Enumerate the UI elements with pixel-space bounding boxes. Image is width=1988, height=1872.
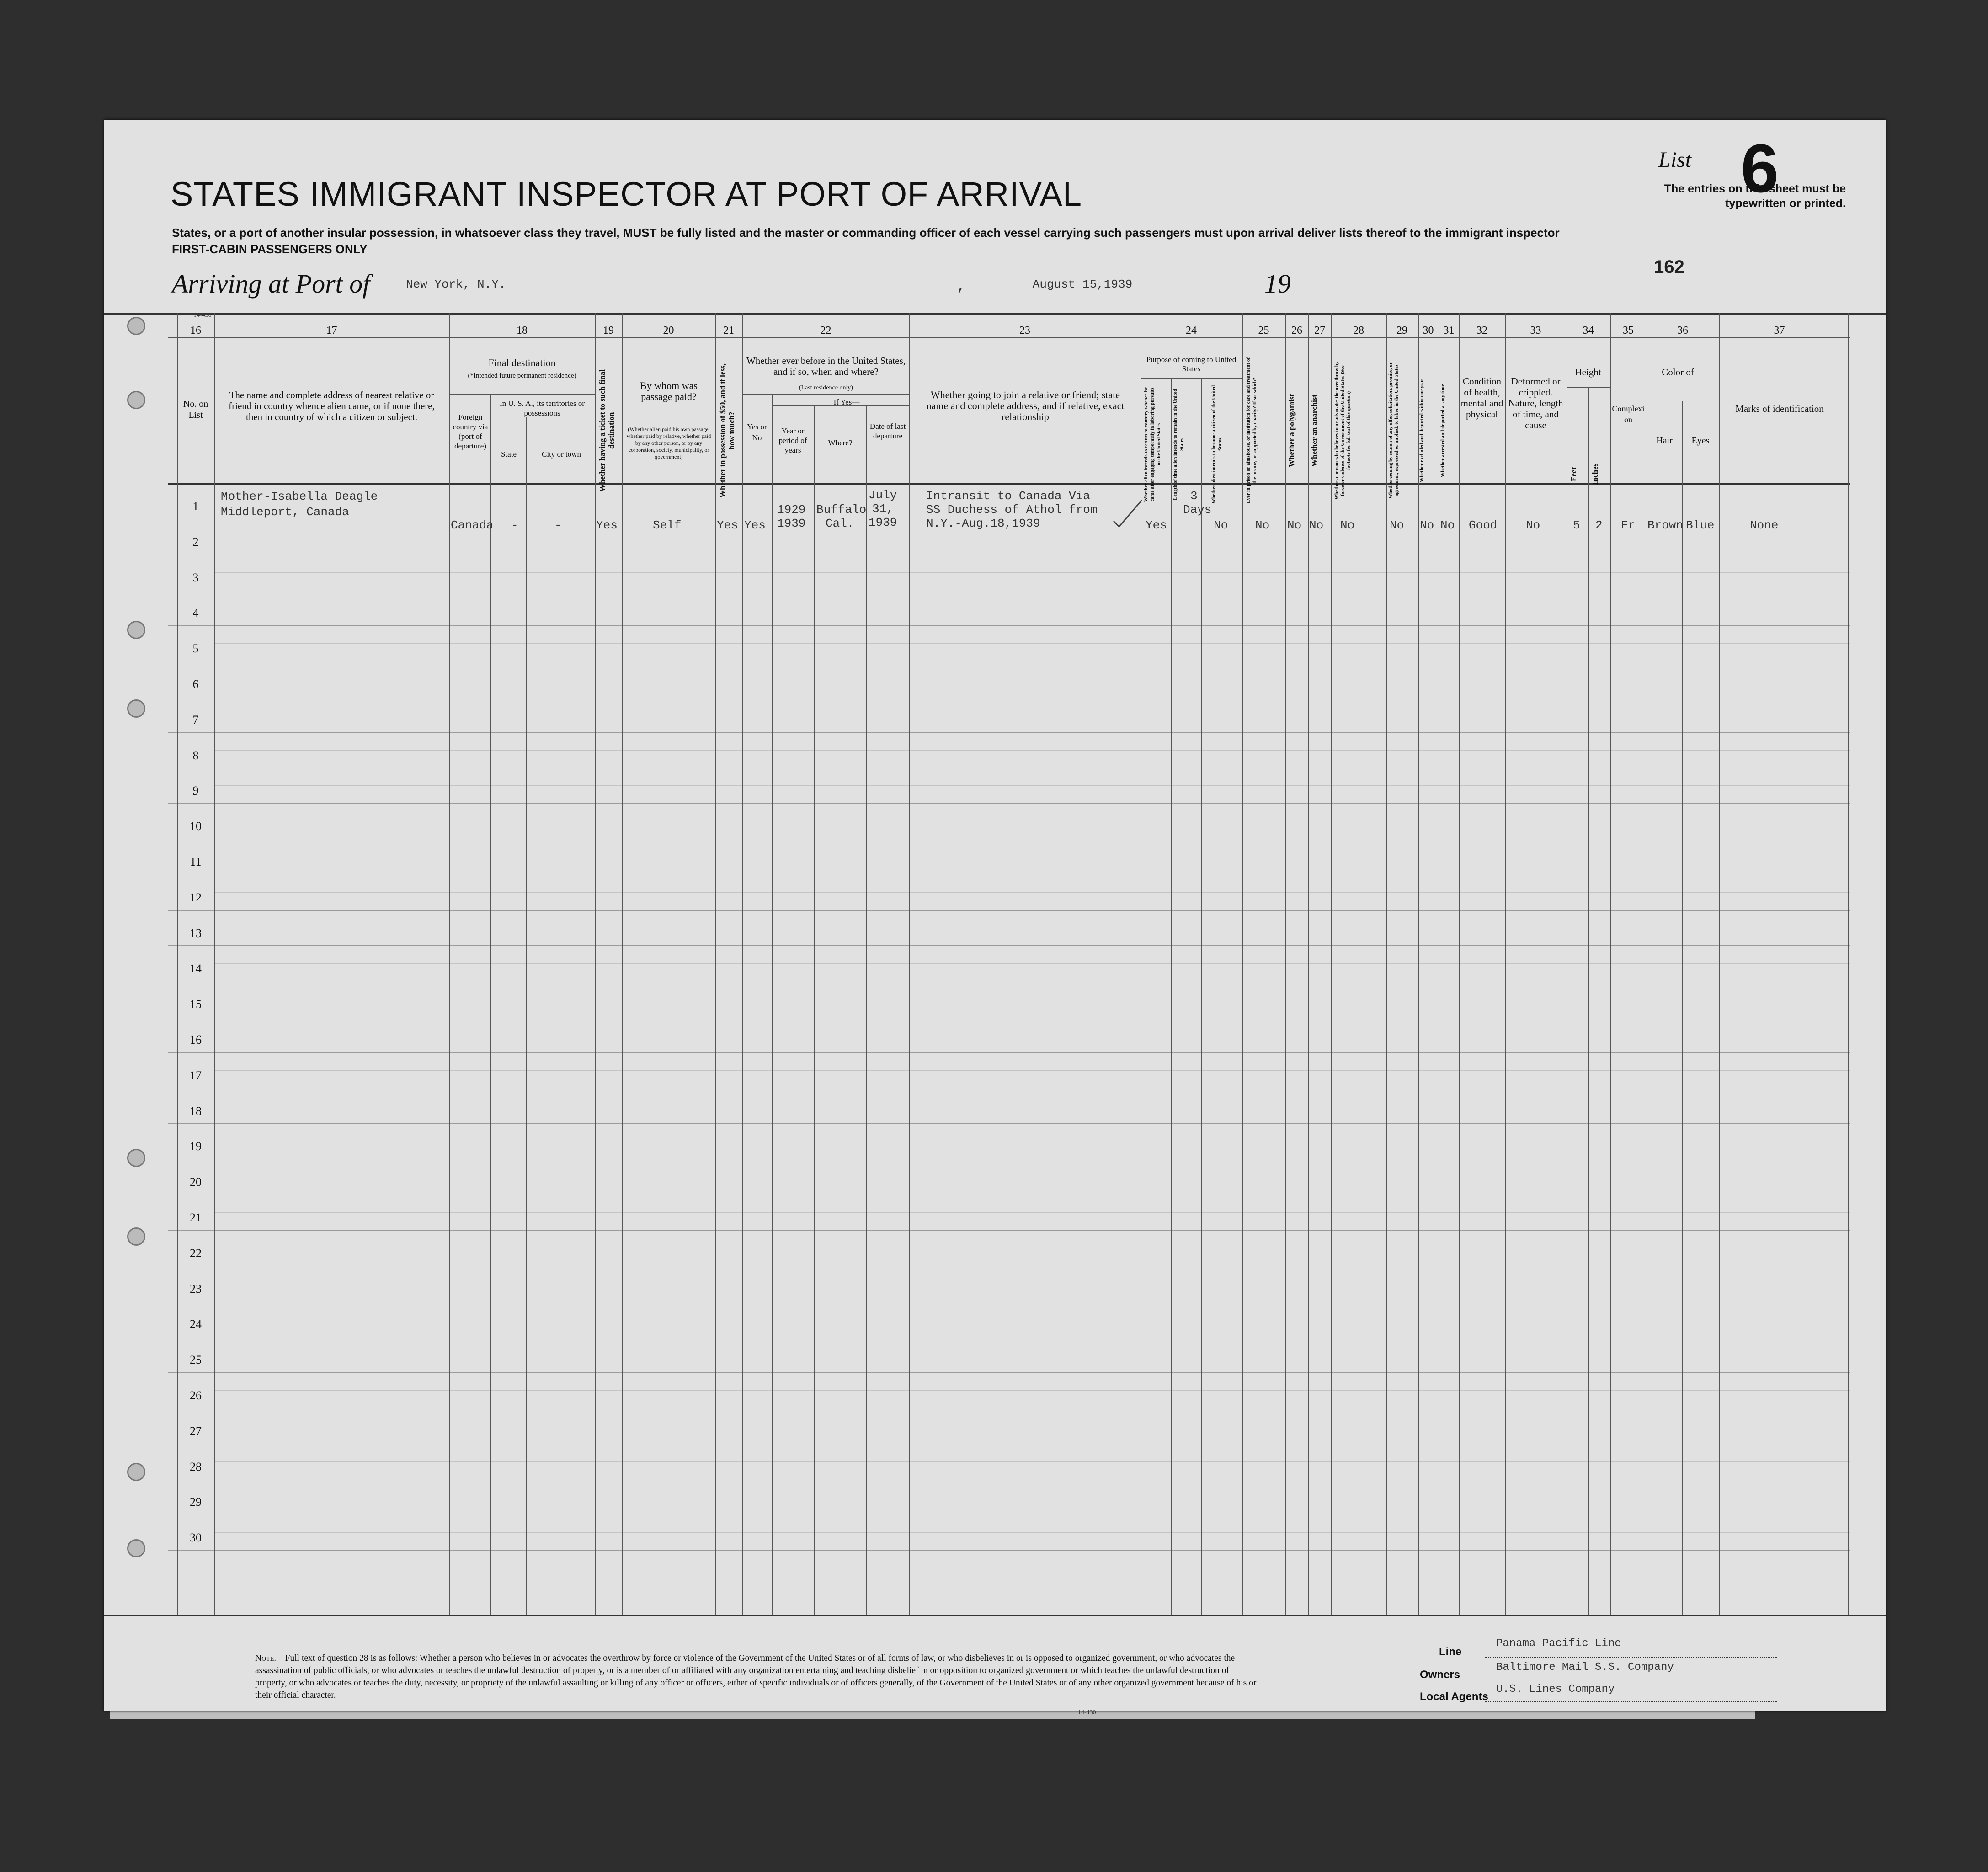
grid-rule: [814, 405, 815, 1615]
line-label: Line: [1439, 1646, 1462, 1658]
col-number-17: 17: [326, 325, 337, 336]
eyes-value: Blue: [1686, 518, 1715, 532]
row-number: 3: [192, 571, 199, 584]
row-number: 26: [190, 1389, 202, 1402]
header-foreign-country: Foreign country via (port of departure): [453, 413, 488, 450]
return-value: Yes: [1146, 518, 1167, 532]
row-number: 29: [190, 1495, 202, 1509]
row-number: 16: [190, 1033, 202, 1046]
anarchist-value: No: [1309, 518, 1324, 532]
header-money: Whether in possession of $50, and if less, how much?: [718, 363, 736, 498]
header-no-on-list: No. on List: [183, 399, 208, 420]
grid-rule: [214, 1212, 1850, 1213]
grid-rule: [104, 1615, 1886, 1616]
row-number: 22: [190, 1247, 202, 1260]
grid-rule: [772, 394, 773, 1615]
paid-by-value: Self: [653, 518, 682, 532]
grid-rule: [168, 803, 1850, 804]
row-number: 12: [190, 891, 202, 904]
length-line1: 3: [1190, 489, 1198, 503]
grid-rule: [104, 313, 1886, 315]
col-number-19: 19: [603, 325, 614, 336]
marks-value: None: [1750, 518, 1779, 532]
col-number-26: 26: [1291, 325, 1302, 336]
owners-value: Baltimore Mail S.S. Company: [1496, 1661, 1674, 1674]
health-value: Good: [1469, 518, 1498, 532]
col-number-28: 28: [1353, 325, 1364, 336]
grid-rule: [866, 405, 867, 1615]
grid-rule: [168, 1230, 1850, 1231]
footnote-label: Note.: [255, 1653, 277, 1663]
port-value: New York, N.Y.: [406, 277, 506, 291]
row-number: 8: [192, 749, 199, 762]
years-line1: 1929: [777, 503, 806, 517]
grid-rule: [214, 572, 1850, 573]
grid-rule: [1418, 313, 1419, 1615]
row-number: 10: [190, 820, 202, 833]
header-anarchist: Whether an anarchist: [1310, 394, 1319, 467]
grid-rule: [168, 910, 1850, 911]
header-arrested: Whether arrested and deported at any time: [1440, 384, 1445, 477]
polygamist-value: No: [1287, 518, 1302, 532]
grid-rule: [1719, 313, 1720, 1615]
col-number-29: 29: [1396, 325, 1407, 336]
grid-rule: [1386, 313, 1387, 1615]
row-number: 30: [190, 1531, 202, 1544]
binder-hole: [127, 1463, 145, 1481]
row-number: 4: [192, 606, 199, 619]
city-value: -: [554, 518, 562, 532]
footnote: [255, 1652, 1261, 1701]
footnote-text: —Full text of question 28 is as follows: Whether a person who believes in or advocates the overthrow by force or violence of the Government of the United States or of all forms of law, or who disbelieves in or is opposed to organized government, or who advocates the assassination of public officials, or who advocates or teaches the unlawful destruction of property, or is a member of or affiliated with any organization entertaining and teaching disbelief in or opposition to organized government or which teaches the unlawful destruction of property, or who advocates or teaches the duty, necessity, or propriety of the unlawful assaulting or killing of any officer or officers, either of specific individuals or of officers generally, of the Government of the United States or of any other organized government because of his or their official character.: [255, 1653, 1257, 1700]
header-overthrow: Whether a person who believes in or advocates the overthrow by force or violence of the Government of the United States (See footnote for full text of this question): [1334, 361, 1351, 500]
binder-hole: [127, 1539, 145, 1557]
header-inches: Inches: [1591, 463, 1599, 485]
date-value: August 15,1939: [1032, 277, 1133, 291]
grid-rule: [214, 1532, 1850, 1533]
grid-rule: [214, 1070, 1850, 1071]
binder-hole: [127, 621, 145, 639]
grid-rule: [214, 892, 1850, 893]
hair-value: Brown: [1647, 518, 1684, 532]
grid-rule: [168, 1550, 1850, 1551]
grid-rule: [1848, 313, 1849, 1615]
row-number: 5: [192, 642, 199, 655]
row-number: 1: [192, 500, 199, 513]
agents-value: U.S. Lines Company: [1496, 1683, 1615, 1696]
col-number-24: 24: [1186, 325, 1197, 336]
form-number-bottom: 14-430: [1078, 1709, 1096, 1716]
header-complexion: Complexion: [1612, 404, 1645, 424]
grid-rule: [909, 313, 910, 1615]
row-number: 20: [190, 1175, 202, 1189]
grid-rule: [214, 313, 215, 1615]
header-purpose: Purpose of coming to United States: [1146, 355, 1237, 373]
agents-label: Local Agents: [1420, 1691, 1488, 1703]
col-number-16: 16: [190, 325, 201, 336]
header-hair: Hair: [1656, 436, 1673, 446]
row-number: 7: [192, 713, 199, 726]
col-number-30: 30: [1423, 325, 1434, 336]
departure-line2: 31,: [872, 502, 894, 516]
grid-rule: [168, 732, 1850, 733]
manifest-grid: [104, 120, 1886, 1711]
where-line2: Cal.: [826, 517, 854, 530]
grid-rule: [1567, 387, 1610, 388]
citizen-value: No: [1214, 518, 1228, 532]
grid-rule: [168, 945, 1850, 946]
grid-rule: [1201, 378, 1202, 1615]
col-number-25: 25: [1258, 325, 1269, 336]
grid-rule: [1588, 387, 1589, 1615]
header-excluded: Whether excluded and deported within one year: [1419, 379, 1424, 483]
offer-value: No: [1390, 518, 1404, 532]
grid-rule: [214, 1461, 1850, 1462]
grid-rule: [742, 394, 909, 395]
col-number-34: 34: [1583, 325, 1594, 336]
row-number: 2: [192, 535, 199, 549]
length-line2: Days: [1183, 503, 1212, 517]
list-note: The entries on this sheet must be typewritten or printed.: [1664, 182, 1846, 210]
manifest-sheet: List 6 The entries on this sheet must be typewritten or printed. STATES IMMIGRANT INSPECTOR AT PORT OF ARRIVAL States, or a port of another insular possession, in whatsoever class they travel, MUST be fully listed and the master or commanding officer of each vessel carrying such passengers must upon arrival deliver lists thereof to the immigrant inspector FIRST-CABIN PASSENGERS ONLY Arriving at Port of New York, N.Y. , August 15,1939 19 162 14-430 16 17 18 19 20 21 22 23 24 25 26 27 28 29 30 31 32 33 34 35 36 37 No. on List The name and complete address of nearest relative or friend in country whence alien came, or if none there, then in country of which a citizen or subject. Final destination (*Intended future permanent residence) Foreign country via (port of departure) In U. S. A., its territories or possessions State City or town Whether having a ticket to such final destination By whom was passage paid? (Whether alien paid his own passage, whether paid by relative, whether paid by any other person, or by any corporation, society, municipality, or government) Whether in possession of $50, and if less, how much? Whether ever before in the United States, and if so, when and where? (Last residence only) If Yes— Yes or No Year or period of years Where? Date of last departure Whether going to join a relative or friend; state name and complete address, and if relative, exact relationship Purpose of coming to United States Whether alien intends to return to country whence he came after engaging temporarily in laboring pursuits in the United States Length of time alien intends to remain in the United States Whether alien intends to become a citizen of the United States Ever in prison or almshouse, or institution for care and treatment of the insane, or supported by charity? If so, which? Whether a polygamist Whether an anarchist Whether a person who believes in or advocates the overthrow by force or violence of the Government of the United States (See footnote for full text of this question) Whether coming by reason of any offer, solicitation, promise, or agreement, expressed or implied, to labor in the United States Whether excluded and deported within one year Whether arrested and deported at any time Condition of health, mental and physical Deformed or crippled. Nature, length of time, and cause Height Feet Inches Complexion Color of— Hair Eyes Marks of identification 1 2 3 4 5 6 7 8 9 10 11 12 13 14 15 16 17 18 19 20 21 22 23 24 25 26 27 28 29 30 Mother-Isabella Deagle Middleport, Canada Canada - - Yes Self Yes Yes 1929 1939 Buffalo Cal. July 31, 1939 Intransit to Canada Via SS Duchess of Athol from N.Y.-Aug.18,1939 Yes 3 Days No No No No No No No No Good No 5 2 Fr Brown Blue None Note.—Full text of question 28 is as follows: Whether a person who believes in or advocates the overthrow by force or violence of the Government of the United States or of all forms of law, or who disbelieves in or is opposed to organized government, or who advocates the assassination of public officials, or who advocates or teaches the unlawful destruction of property, or is a member of or affiliated with any organization entertaining and teaching disbelief in or opposition to organized government or which teaches the unlawful destruction of property, or who advocates or teaches the duty, necessity, or propriety of the unlawful assaulting or killing of any officer or officers, either of specific individuals or of officers generally, of the Government of the United States or of any other organized government because of his or their official character. 14-430 Line Panama Pacific Line Owners Baltimore Mail S.S. Company Local Agents U.S. Lines Company: [104, 120, 1886, 1711]
row-number: 27: [190, 1424, 202, 1438]
col-number-23: 23: [1019, 325, 1030, 336]
grid-rule: [168, 625, 1850, 626]
row-number: 24: [190, 1317, 202, 1331]
grid-rule: [449, 394, 595, 395]
header-final-destination: Final destination: [488, 357, 556, 368]
grid-rule: [168, 1123, 1850, 1124]
header-deformed: Deformed or crippled. Nature, length of time, and cause: [1508, 376, 1563, 431]
row-number: 13: [190, 927, 202, 940]
col-number-33: 33: [1530, 325, 1541, 336]
header-city: City or town: [542, 450, 581, 459]
header-before-sub: (Last residence only): [799, 384, 853, 391]
grid-rule: [214, 1390, 1850, 1391]
header-paid-by-sub: (Whether alien paid his own passage, whether paid by relative, whether paid by any other person, or by any corporation, society, municipality, or government): [626, 426, 711, 460]
col-number-36: 36: [1677, 325, 1688, 336]
header-year: Year or period of years: [778, 427, 807, 454]
header-relative: The name and complete address of nearest relative or friend in country whence alien came, or if none there, then in country of which a citizen or subject.: [229, 389, 435, 422]
row-number: 25: [190, 1353, 202, 1366]
form-number-top: 14-430: [193, 312, 212, 319]
header-prison: Ever in prison or almshouse, or institution for care and treatment of the insane, or supported by charity? If so, which?: [1246, 357, 1258, 504]
deformed-value: No: [1526, 518, 1540, 532]
feet-value: 5: [1573, 518, 1580, 532]
grid-rule: [1610, 313, 1611, 1615]
grid-rule: [742, 313, 743, 1615]
excluded-value: No: [1420, 518, 1434, 532]
header-state: State: [501, 450, 517, 459]
arrested-value: No: [1440, 518, 1455, 532]
col-number-22: 22: [820, 325, 831, 336]
grid-rule: [168, 337, 1850, 338]
grid-rule: [1242, 313, 1243, 1615]
col-number-21: 21: [723, 325, 734, 336]
line-value: Panama Pacific Line: [1496, 1637, 1621, 1650]
where-line1: Buffalo: [816, 503, 867, 517]
before-value: Yes: [744, 518, 766, 532]
arriving-label: Arriving at Port of: [172, 269, 370, 299]
binder-hole: [127, 317, 145, 335]
header-offer: Whether coming by reason of any offer, solicitation, promise, or agreement, expressed or implied, to labor in the United States: [1388, 362, 1399, 499]
grid-rule: [214, 750, 1850, 751]
header-joining: Whether going to join a relative or friend; state name and complete address, and if relative, exact relationship: [926, 389, 1125, 422]
joining-line1: Intransit to Canada Via: [926, 489, 1090, 503]
row-number: 28: [190, 1460, 202, 1473]
binder-hole: [127, 1149, 145, 1167]
grid-rule: [1459, 313, 1460, 1615]
header-return: Whether alien intends to return to country whence he came after engaging temporarily in laboring pursuits in the United States: [1143, 387, 1162, 502]
complexion-value: Fr: [1621, 518, 1636, 532]
header-if-yes: If Yes—: [833, 398, 860, 406]
grid-rule: [622, 313, 623, 1615]
row-number: 9: [192, 784, 199, 797]
joining-line2: SS Duchess of Athol from: [926, 503, 1098, 517]
row-number: 15: [190, 997, 202, 1011]
col-number-31: 31: [1443, 325, 1455, 336]
page-number: 162: [1654, 257, 1684, 277]
list-label: List: [1658, 148, 1692, 172]
grid-rule: [1331, 313, 1332, 1615]
grid-rule: [214, 643, 1850, 644]
header-color-of: Color of—: [1662, 367, 1704, 378]
prison-value: No: [1255, 518, 1270, 532]
header-yes-or-no: Yes or No: [747, 422, 767, 442]
grid-rule: [715, 313, 716, 1615]
money-value: Yes: [717, 518, 738, 532]
header-where: Where?: [828, 438, 853, 447]
row-number: 11: [190, 855, 202, 869]
row-number: 6: [192, 677, 199, 691]
col-number-18: 18: [517, 325, 528, 336]
binder-hole: [127, 699, 145, 718]
year-prefix: 19: [1264, 269, 1291, 299]
header-last-departure: Date of last departure: [869, 422, 906, 440]
grid-rule: [1141, 378, 1242, 379]
grid-rule: [168, 1052, 1850, 1053]
grid-rule: [1308, 313, 1309, 1615]
col-number-37: 37: [1774, 325, 1785, 336]
grid-rule: [490, 394, 491, 1615]
header-health: Condition of health, mental and physical: [1460, 376, 1503, 420]
row-number: 23: [190, 1282, 202, 1296]
ticket-value: Yes: [596, 518, 618, 532]
subtitle-line2: FIRST-CABIN PASSENGERS ONLY: [172, 242, 368, 256]
subtitle-line1: States, or a port of another insular possession, in whatsoever class they travel, MUST be fully listed and the master or commanding officer of each vessel carrying such passengers must upon arrival deliver lists thereof to the immigrant inspector: [172, 226, 1560, 240]
grid-rule: [449, 313, 450, 1615]
col-number-32: 32: [1476, 325, 1487, 336]
list-number: 6: [1741, 130, 1779, 207]
col-number-20: 20: [663, 325, 674, 336]
grid-rule: [214, 963, 1850, 964]
binder-hole: [127, 391, 145, 409]
inches-value: 2: [1595, 518, 1603, 532]
col-number-35: 35: [1623, 325, 1634, 336]
line-underline: [1485, 1657, 1777, 1658]
header-marks: Marks of identification: [1735, 403, 1824, 414]
page-title: STATES IMMIGRANT INSPECTOR AT PORT OF ARRIVAL: [171, 175, 1082, 213]
header-ticket: Whether having a ticket to such final destination: [598, 369, 616, 492]
grid-rule: [1682, 401, 1683, 1615]
header-length: Length of time alien intends to remain in the United States: [1173, 389, 1184, 500]
joining-line3: N.Y.-Aug.18,1939: [926, 517, 1040, 530]
header-before-in-us: Whether ever before in the United States, and if so, when and where?: [746, 355, 906, 377]
check-mark-icon: [1110, 495, 1146, 531]
departure-line3: 1939: [869, 516, 897, 529]
binder-hole: [127, 1227, 145, 1246]
departure-line1: July: [869, 488, 897, 502]
row-number: 18: [190, 1104, 202, 1118]
grid-rule: [595, 313, 596, 1615]
header-paid-by: By whom was passage paid?: [640, 380, 698, 402]
header-in-usa: In U. S. A., its territories or possessions: [499, 399, 585, 417]
agents-underline: [1485, 1701, 1777, 1702]
owners-label: Owners: [1420, 1669, 1460, 1681]
col-number-27: 27: [1314, 325, 1325, 336]
state-value: -: [511, 518, 518, 532]
relative-line2: Middleport, Canada: [221, 505, 349, 519]
years-line2: 1939: [777, 517, 806, 530]
overthrow-value: No: [1340, 518, 1355, 532]
header-feet: Feet: [1569, 467, 1578, 481]
grid-rule: [526, 417, 527, 1615]
grid-rule: [168, 1372, 1850, 1373]
relative-line1: Mother-Isabella Deagle: [221, 490, 378, 503]
row-number: 14: [190, 962, 202, 975]
header-eyes: Eyes: [1691, 436, 1710, 446]
row-number: 17: [190, 1069, 202, 1082]
grid-rule: [1171, 378, 1172, 1615]
row-number: 19: [190, 1140, 202, 1153]
row-number: 21: [190, 1211, 202, 1224]
header-final-destination-sub: (*Intended future permanent residence): [468, 372, 576, 379]
header-citizen: Whether alien intends to become a citizen of the United States: [1211, 385, 1223, 504]
header-polygamist: Whether a polygamist: [1287, 394, 1296, 468]
grid-rule: [1285, 313, 1286, 1615]
grid-rule: [214, 785, 1850, 786]
header-height: Height: [1575, 367, 1601, 378]
foreign-country-value: Canada: [451, 518, 494, 532]
grid-rule: [1505, 313, 1506, 1615]
